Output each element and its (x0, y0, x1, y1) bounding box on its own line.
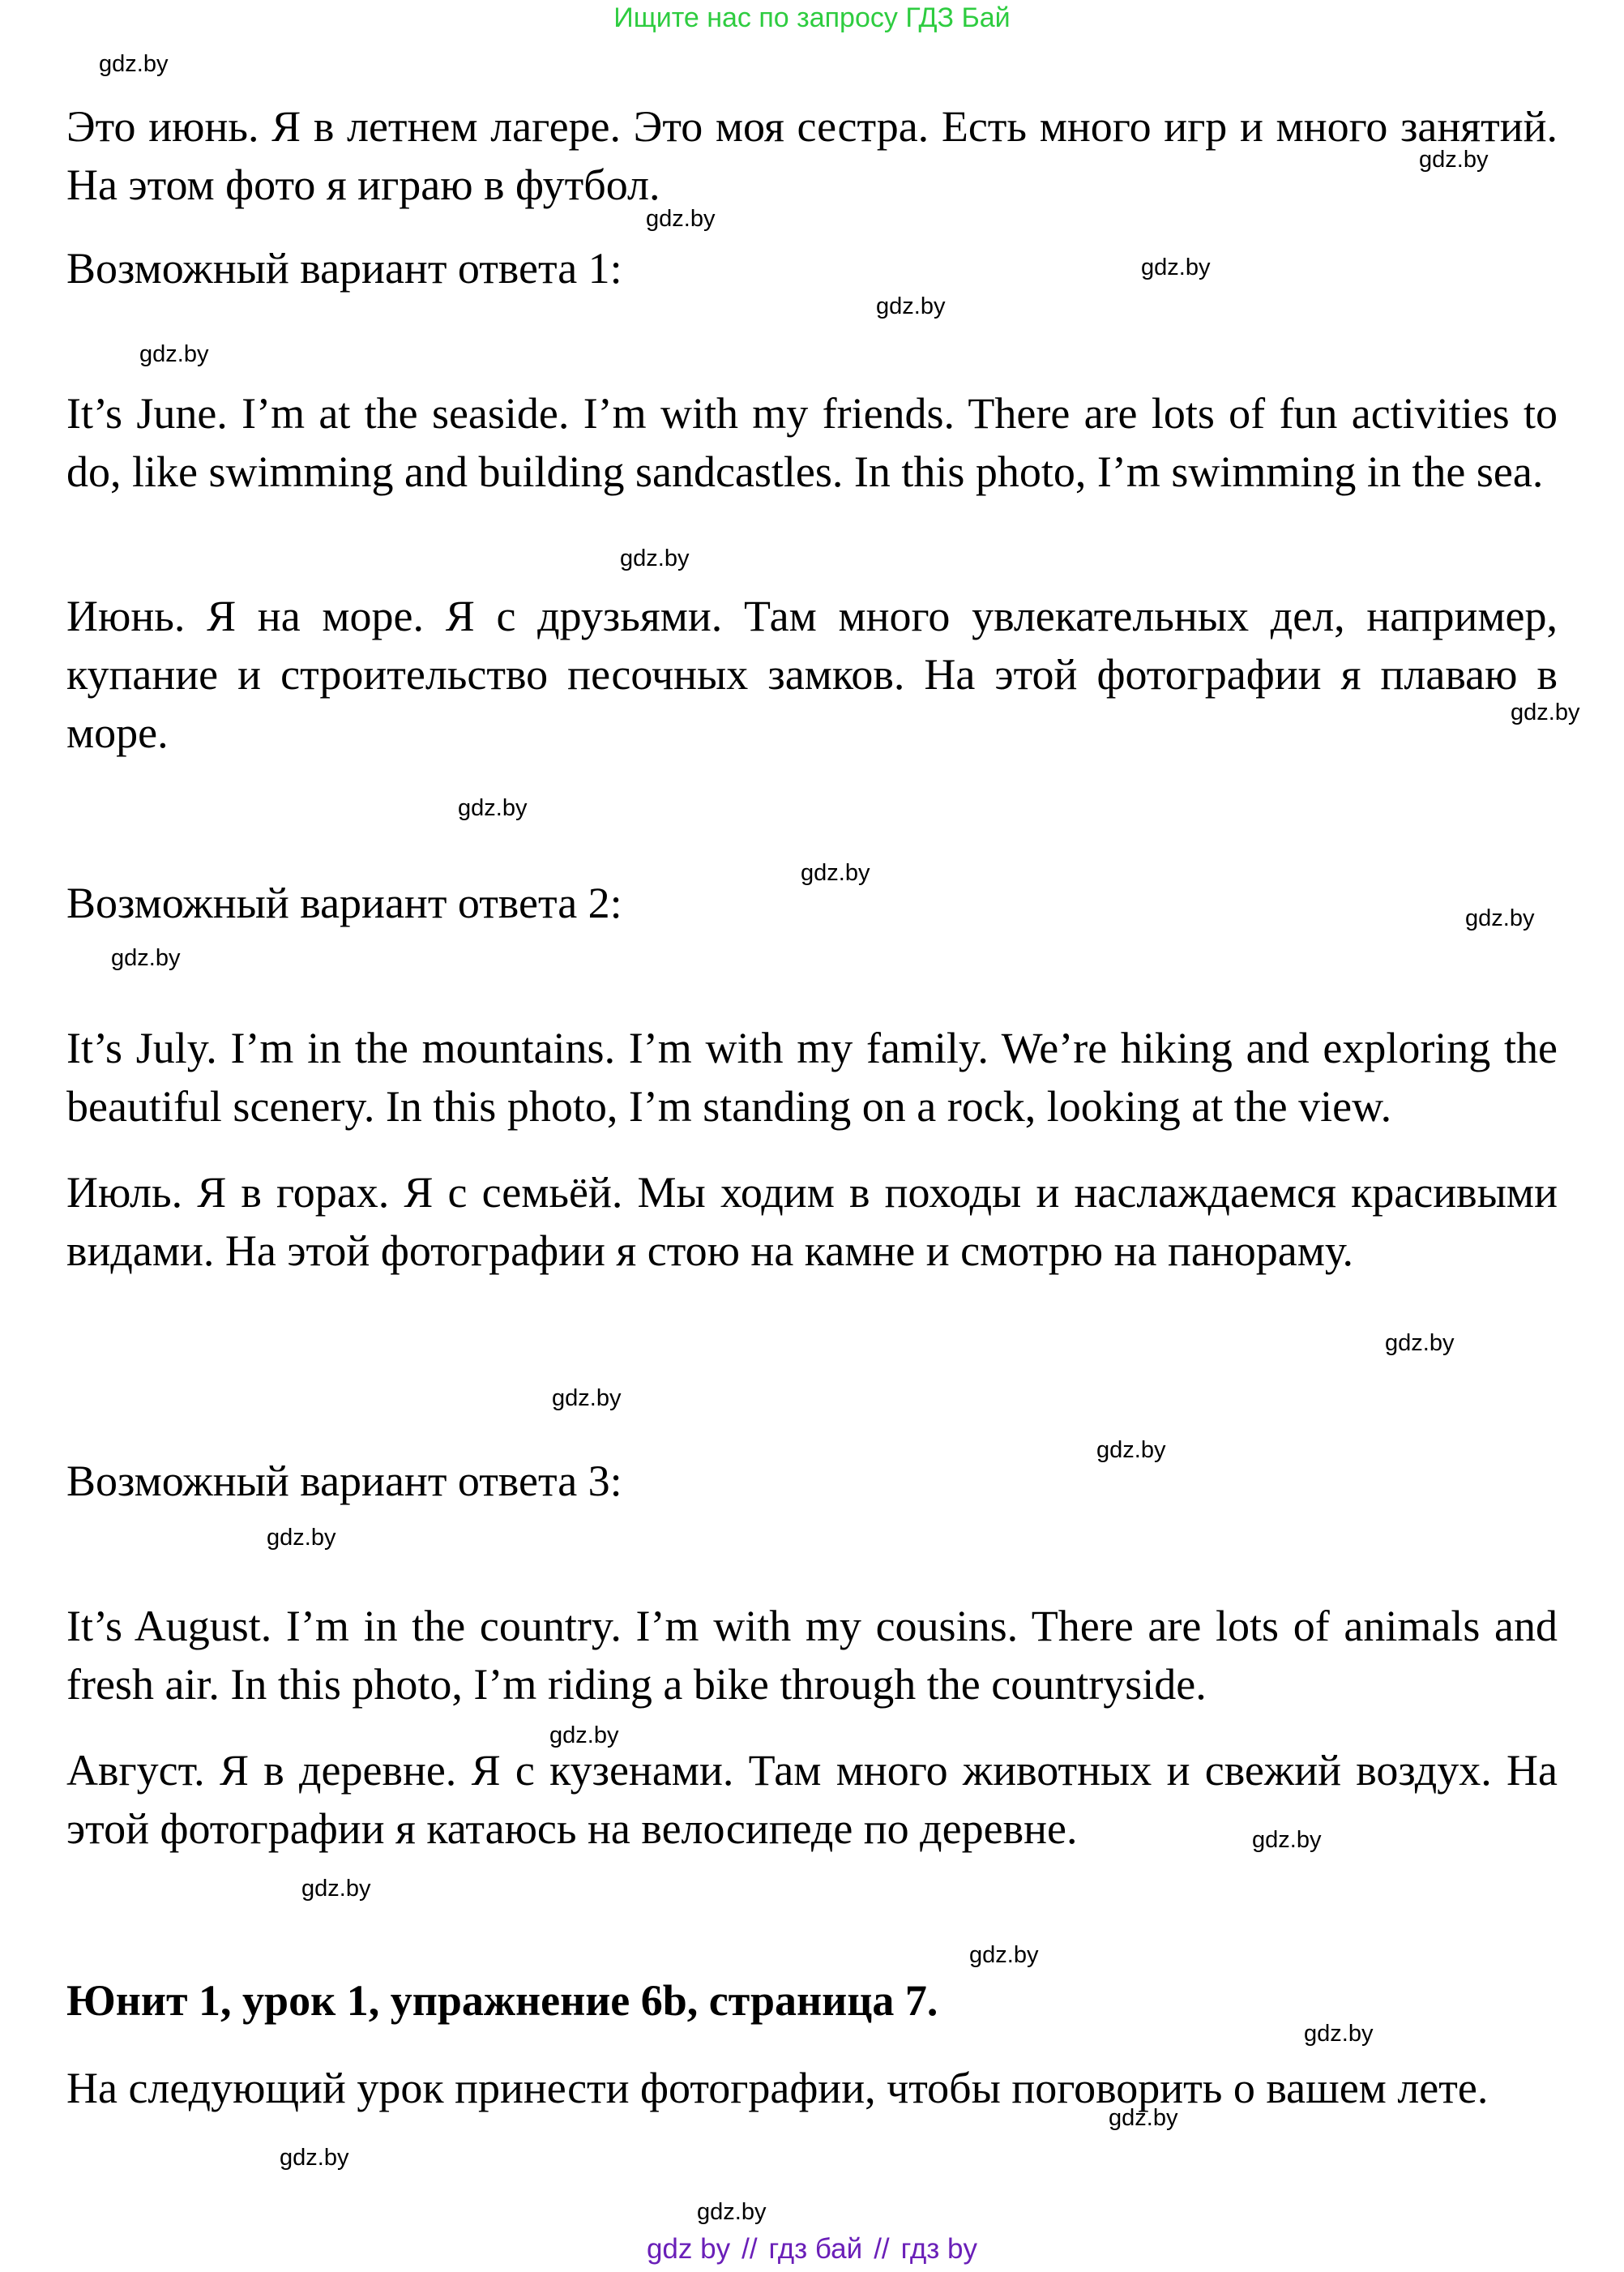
watermark: gdz.by (1141, 255, 1211, 280)
watermark: gdz.by (267, 1525, 336, 1551)
watermark: gdz.by (549, 1722, 619, 1748)
watermark: gdz.by (139, 341, 209, 367)
watermark: gdz.by (1096, 1437, 1166, 1463)
watermark: gdz.by (801, 860, 870, 886)
footer-separator: // (874, 2233, 890, 2265)
watermark: gdz.by (458, 795, 528, 821)
footer-link-gdz-bay[interactable]: гдз бай (768, 2233, 863, 2265)
watermark: gdz.by (1385, 1330, 1455, 1356)
watermark: gdz.by (1109, 2105, 1178, 2131)
variant-1-english: It’s June. I’m at the seaside. I’m with my friends. There are lots of fun activities to do, like swimming and building sandcastles. In this photo, I’m swimming in the sea. (66, 389, 1558, 496)
variant-1-label: Возможный вариант ответа 1: (66, 244, 622, 293)
footer-link-gdz-by[interactable]: gdz by (646, 2233, 731, 2265)
watermark: gdz.by (1252, 1827, 1322, 1853)
watermark: gdz.by (1419, 147, 1489, 173)
watermark: gdz.by (697, 2199, 767, 2225)
watermark: gdz.by (876, 293, 946, 319)
watermark: gdz.by (646, 206, 716, 232)
watermark: gdz.by (1511, 700, 1580, 725)
search-hint-link[interactable]: Ищите нас по запросу ГДЗ Бай (613, 2, 1011, 33)
exercise-heading: Юнит 1, урок 1, упражнение 6b, страница 7. (66, 1976, 938, 2025)
footer-link-gdz-by-cyr[interactable]: гдз by (900, 2233, 978, 2265)
variant-3-label: Возможный вариант ответа 3: (66, 1457, 622, 1505)
watermark: gdz.by (1465, 905, 1535, 931)
variant-3-english: It’s August. I’m in the country. I’m with my cousins. There are lots of animals and fresh air. In this photo, I’m riding a bike through the countryside. (66, 1602, 1558, 1709)
watermark: gdz.by (111, 945, 181, 971)
variant-2-english: It’s July. I’m in the mountains. I’m with my family. We’re hiking and exploring the beautiful scenery. In this photo, I’m standing on a rock, looking at the view. (66, 1024, 1558, 1131)
homework-paragraph: На следующий урок принести фотографии, чтобы поговорить о вашем лете. (66, 2064, 1489, 2112)
variant-2-label: Возможный вариант ответа 2: (66, 879, 622, 927)
watermark: gdz.by (280, 2145, 349, 2171)
watermark: gdz.by (301, 1876, 371, 1902)
footer-links (0, 2233, 1624, 2266)
variant-2-russian: Июль. Я в горах. Я с семьёй. Мы ходим в походы и наслаждаемся красивыми видами. На этой фотографии я стою на камне и смотрю на панораму. (66, 1168, 1558, 1275)
watermark: gdz.by (552, 1385, 622, 1411)
watermark: gdz.by (1304, 2021, 1374, 2047)
watermark: gdz.by (969, 1942, 1039, 1968)
watermark: gdz.by (99, 51, 169, 77)
intro-paragraph: Это июнь. Я в летнем лагере. Это моя сестра. Есть много игр и много занятий. На этом фото я играю в футбол. (66, 102, 1558, 209)
watermark: gdz.by (620, 546, 690, 571)
variant-1-russian: Июнь. Я на море. Я с друзьями. Там много увлекательных дел, например, купание и строительство песочных замков. На этой фотографии я плаваю в море. (66, 592, 1558, 757)
footer-separator: // (741, 2233, 758, 2265)
variant-3-russian: Август. Я в деревне. Я с кузенами. Там много животных и свежий воздух. На этой фотографии я катаюсь на велосипеде по деревне. (66, 1746, 1558, 1853)
